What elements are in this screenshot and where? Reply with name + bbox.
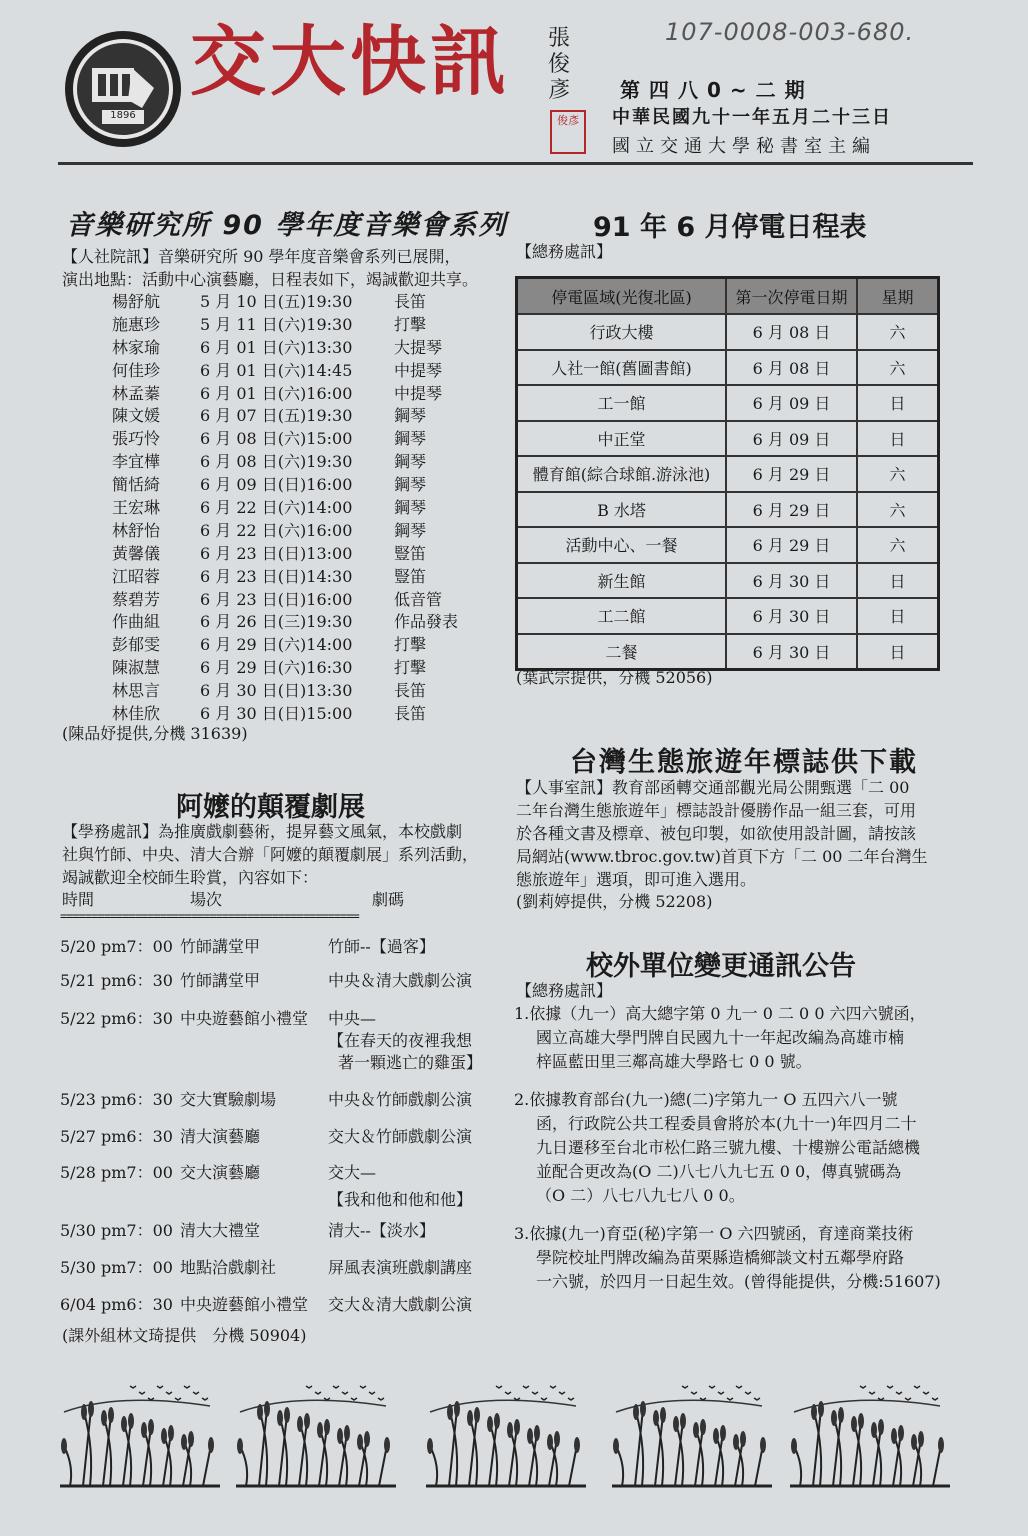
concert-row [112, 358, 492, 381]
outage-row [517, 456, 939, 492]
drama-play3: 著一顆逃亡的雞蛋】 [338, 1053, 483, 1072]
concert-time: 6 月 01 日(六)16:00 [200, 383, 353, 403]
drama-venue: 清大演藝廳 [180, 1127, 261, 1146]
concert-row [112, 632, 492, 655]
concert-row [112, 449, 492, 472]
drama-venue: 中央遊藝館小禮堂 [180, 1009, 309, 1028]
drama-time: 5/20 pm7：00 [60, 937, 173, 956]
outage-weekday: 六 [857, 456, 939, 492]
concert-time: 6 月 22 日(六)16:00 [200, 520, 353, 540]
outage-area: 行政大樓 [517, 314, 727, 350]
outage-area: 工一館 [517, 385, 727, 421]
concert-item: 打擊 [394, 635, 427, 655]
concert-row [112, 701, 492, 724]
concert-time: 5 月 11 日(六)19:30 [200, 314, 353, 334]
contact-line: （O 二）八七八九七八 0 0。 [536, 1186, 745, 1205]
reed-illustration [612, 1382, 772, 1490]
concert-name: 林佳欣 [112, 704, 161, 724]
issue-number: 第四八0~二期 [620, 78, 814, 102]
outage-area: 工二館 [517, 598, 727, 634]
concert-row [112, 655, 492, 678]
concert-time: 6 月 23 日(日)16:00 [200, 589, 353, 609]
outage-weekday: 六 [857, 527, 939, 563]
drama-play2: 【在春天的夜裡我想 [328, 1031, 473, 1050]
concert-item: 長笛 [394, 292, 427, 311]
contact-line: 一六號，於四月一日起生效。(曾得能提供，分機:51607) [536, 1272, 941, 1291]
drama-time: 5/23 pm6：30 [60, 1090, 173, 1109]
outage-header-date: 第一次停電日期 [726, 278, 857, 315]
outage-date: 6 月 29 日 [726, 527, 857, 563]
concert-item: 豎笛 [394, 543, 427, 563]
drama-line: 【學務處訊】為推廣戲劇藝術，提昇藝文風氣，本校戲劇 [62, 822, 463, 841]
concert-time: 6 月 23 日(日)13:00 [200, 543, 353, 563]
concert-item: 中提琴 [394, 383, 443, 403]
concert-name: 作曲組 [112, 612, 161, 632]
outage-date: 6 月 30 日 [726, 634, 857, 670]
concert-item: 中提琴 [394, 360, 443, 380]
outage-weekday: 六 [857, 492, 939, 528]
president-calligraphy: 張俊彥 [548, 26, 571, 103]
eco-title: 台灣生態旅遊年標誌供下載 [570, 747, 918, 778]
reed-illustration [60, 1382, 220, 1490]
drama-header-venue: 場次 [190, 890, 223, 909]
publisher: 國立交通大學秘書室主編 [612, 136, 876, 157]
concert-item: 鋼琴 [394, 520, 427, 540]
outage-date: 6 月 29 日 [726, 492, 857, 528]
concert-time: 6 月 29 日(六)16:30 [200, 658, 353, 678]
drama-time: 5/30 pm7：00 [60, 1221, 173, 1240]
red-seal: 俊彥 [550, 110, 586, 154]
outage-date: 6 月 09 日 [726, 421, 857, 457]
outage-row [517, 421, 939, 457]
concert-name: 王宏琳 [112, 498, 161, 518]
reed-illustration [236, 1382, 396, 1490]
concert-time: 6 月 30 日(日)15:00 [200, 704, 353, 724]
concert-time: 6 月 01 日(六)13:30 [200, 337, 353, 357]
outage-area: 體育館(綜合球館.游泳池) [517, 456, 727, 492]
concert-row [112, 587, 492, 610]
drama-intro [62, 820, 478, 889]
outage-row [517, 598, 939, 634]
concert-item: 大提琴 [394, 337, 443, 357]
concert-item: 鋼琴 [394, 429, 427, 449]
eco-credit: (劉莉婷提供，分機 52208) [516, 892, 713, 911]
contact-line: 並配合更改為(O 二)八七八九七五 0 0，傳真號碼為 [536, 1162, 902, 1181]
eco-line: 於各種文書及標章、被包印製，如欲使用設計圖，請按該 [516, 824, 917, 843]
concert-title: 音樂研究所 90 學年度音樂會系列 [66, 210, 508, 241]
concert-time: 6 月 07 日(五)19:30 [200, 406, 353, 426]
drama-play: 竹師--【過客】 [328, 937, 435, 956]
concert-row [112, 403, 492, 426]
concert-row [112, 335, 492, 358]
concert-time: 6 月 09 日(日)16:00 [200, 475, 353, 495]
outage-area: B 水塔 [517, 492, 727, 528]
drama-play: 中央＆竹師戲劇公演 [328, 1090, 473, 1109]
concert-name: 林舒怡 [112, 520, 161, 540]
logo-year: 1896 [110, 110, 136, 121]
outage-area: 人社一館(舊圖書館) [517, 350, 727, 386]
concert-row [112, 495, 492, 518]
outage-row [517, 634, 939, 670]
concert-item: 長笛 [394, 704, 427, 724]
concert-time: 6 月 08 日(六)19:30 [200, 452, 353, 472]
outage-source: 【總務處訊】 [516, 242, 613, 261]
concert-item: 鋼琴 [394, 498, 427, 518]
concert-intro-1: 【人社院訊】音樂研究所 90 學年度音樂會系列已展開， [62, 247, 461, 266]
concert-name: 黃馨儀 [112, 543, 161, 563]
concert-name: 張巧怜 [112, 429, 161, 449]
drama-venue: 中央遊藝館小禮堂 [180, 1295, 309, 1314]
drama-venue: 交大演藝廳 [180, 1163, 261, 1182]
contact-line: 2.依據教育部台(九一)總(二)字第九一 O 五四六八一號 [514, 1090, 898, 1109]
header-rule [58, 162, 973, 165]
concert-time: 6 月 30 日(日)13:30 [200, 681, 353, 701]
concert-row [112, 381, 492, 404]
drama-title: 阿嬤的顛覆劇展 [176, 792, 365, 823]
outage-date: 6 月 08 日 [726, 314, 857, 350]
outage-area: 中正堂 [517, 421, 727, 457]
masthead-title: 交大快訊 [190, 17, 510, 106]
drama-play: 交大＆清大戲劇公演 [328, 1295, 473, 1314]
concert-row [112, 289, 492, 312]
concert-item: 鋼琴 [394, 452, 427, 472]
concert-item: 低音管 [394, 589, 443, 609]
concert-row [112, 426, 492, 449]
outage-weekday: 日 [857, 563, 939, 599]
concert-time: 6 月 29 日(六)14:00 [200, 635, 353, 655]
concert-schedule [112, 289, 492, 724]
outage-weekday: 六 [857, 350, 939, 386]
concert-item: 打擊 [394, 658, 427, 678]
contact-line: 1.依據（九一）高大總字第 0 九一 0 二 0 0 六四六號函， [514, 1004, 926, 1023]
concert-row [112, 541, 492, 564]
outage-header-weekday: 星期 [857, 278, 939, 315]
contact-notice [514, 1088, 941, 1208]
eco-line: 態旅遊年」選項，即可進入選用。 [516, 870, 757, 889]
outage-area: 新生館 [517, 563, 727, 599]
concert-name: 林孟蓁 [112, 383, 161, 403]
outage-header-area: 停電區域(光復北區) [517, 278, 727, 315]
drama-venue: 地點洽戲劇社 [180, 1258, 277, 1277]
drama-divider: ================================================ [60, 909, 359, 923]
drama-time: 5/21 pm6：30 [60, 971, 173, 990]
concert-item: 鋼琴 [394, 475, 427, 495]
outage-date: 6 月 30 日 [726, 598, 857, 634]
outage-table [515, 276, 940, 671]
concert-time: 6 月 23 日(日)14:30 [200, 566, 353, 586]
drama-time: 6/04 pm6：30 [60, 1295, 173, 1314]
concert-name: 林家瑜 [112, 337, 161, 357]
drama-play2: 【我和他和他和他】 [328, 1190, 473, 1209]
concert-credit: (陳品妤提供,分機 31639) [62, 724, 248, 743]
concert-item: 鋼琴 [394, 406, 427, 426]
concert-name: 簡恬綺 [112, 475, 161, 495]
concert-row [112, 518, 492, 541]
contact-line: 函，行政院公共工程委員會將於本(九十一)年四月二十 [536, 1114, 917, 1133]
outage-weekday: 日 [857, 634, 939, 670]
outage-area: 活動中心、一餐 [517, 527, 727, 563]
drama-play: 交大＆竹師戲劇公演 [328, 1127, 473, 1146]
concert-time: 6 月 26 日(三)19:30 [200, 612, 353, 632]
concert-time: 6 月 08 日(六)15:00 [200, 429, 353, 449]
concert-row [112, 472, 492, 495]
drama-play: 中央— [328, 1009, 377, 1028]
contact-line: 九日遷移至台北市松仁路三號九樓、十樓辦公電話總機 [536, 1138, 921, 1157]
issue-date: 中華民國九十一年五月二十三日 [612, 107, 892, 128]
outage-row [517, 350, 939, 386]
concert-row [112, 609, 492, 632]
drama-venue: 清大大禮堂 [180, 1221, 261, 1240]
drama-line: 竭誠歡迎全校師生聆賞，內容如下： [62, 868, 319, 887]
outage-row [517, 527, 939, 563]
drama-header-play: 劇碼 [372, 890, 405, 909]
handwritten-note: 107-0008-003-680. [665, 18, 915, 46]
concert-name: 陳文媛 [112, 406, 161, 426]
contact-notices [514, 1002, 941, 1308]
concert-item: 打擊 [394, 314, 427, 334]
contact-notice [514, 1222, 941, 1294]
concert-row [112, 312, 492, 335]
outage-row [517, 563, 939, 599]
drama-time: 5/27 pm6：30 [60, 1127, 173, 1146]
concert-name: 彭郁雯 [112, 635, 161, 655]
drama-header-time: 時間 [62, 890, 95, 909]
eco-line: 局網站(www.tbroc.gov.tw)首頁下方「二 00 二年台灣生 [516, 847, 928, 866]
outage-weekday: 日 [857, 421, 939, 457]
drama-time: 5/30 pm7：00 [60, 1258, 173, 1277]
concert-name: 施惠珍 [112, 314, 161, 334]
drama-play: 清大--【淡水】 [328, 1221, 435, 1240]
outage-date: 6 月 08 日 [726, 350, 857, 386]
concert-intro-2: 演出地點：活動中心演藝廳，日程表如下，竭誠歡迎共享。 [62, 270, 479, 289]
drama-time: 5/22 pm6：30 [60, 1009, 173, 1028]
contact-line: 3.依據(九一)育亞(秘)字第一 O 六四號函，育達商業技術 [514, 1224, 914, 1243]
drama-play: 交大— [328, 1163, 377, 1182]
outage-weekday: 日 [857, 385, 939, 421]
drama-play: 中央＆清大戲劇公演 [328, 971, 473, 990]
eco-line: 【人事室訊】教育部函轉交通部觀光局公開甄選「二 00 [516, 778, 910, 797]
contact-line: 梓區藍田里三鄰高雄大學路七 0 0 號。 [536, 1052, 812, 1071]
outage-area: 二餐 [517, 634, 727, 670]
eco-body [516, 776, 928, 891]
contact-line: 國立高雄大學門牌自民國九十一年起改編為高雄市楠 [536, 1028, 905, 1047]
drama-venue: 竹師講堂甲 [180, 971, 261, 990]
contact-source: 【總務處訊】 [516, 981, 613, 1000]
drama-play: 屏風表演班戲劇講座 [328, 1258, 473, 1277]
drama-venue: 竹師講堂甲 [180, 937, 261, 956]
contact-line: 學院校址門牌改編為苗栗縣造橋鄉談文村五鄰學府路 [536, 1248, 905, 1267]
outage-row [517, 492, 939, 528]
concert-name: 林思言 [112, 681, 161, 701]
eco-line: 二年台灣生態旅遊年」標誌設計優勝作品一組三套，可用 [516, 801, 917, 820]
concert-time: 5 月 10 日(五)19:30 [200, 292, 353, 311]
outage-weekday: 六 [857, 314, 939, 350]
university-logo [62, 28, 184, 150]
concert-time: 6 月 22 日(六)14:00 [200, 498, 353, 518]
outage-date: 6 月 30 日 [726, 563, 857, 599]
contact-notice [514, 1002, 941, 1074]
drama-time: 5/28 pm7：00 [60, 1163, 173, 1182]
concert-row [112, 678, 492, 701]
concert-name: 江昭蓉 [112, 566, 161, 586]
concert-time: 6 月 01 日(六)14:45 [200, 360, 353, 380]
outage-row [517, 385, 939, 421]
outage-row [517, 314, 939, 350]
outage-date: 6 月 29 日 [726, 456, 857, 492]
outage-credit: (葉武宗提供，分機 52056) [516, 668, 713, 687]
outage-date: 6 月 09 日 [726, 385, 857, 421]
outage-title: 91 年 6 月停電日程表 [593, 212, 867, 243]
concert-name: 蔡碧芳 [112, 589, 161, 609]
drama-credit: (課外組林文琦提供 分機 50904) [62, 1326, 307, 1345]
reed-illustration [426, 1382, 586, 1490]
outage-weekday: 日 [857, 598, 939, 634]
concert-name: 何佳珍 [112, 360, 161, 380]
drama-venue: 交大實驗劇場 [180, 1090, 277, 1109]
concert-item: 作品發表 [394, 612, 459, 632]
contact-title: 校外單位變更通訊公告 [586, 951, 856, 982]
reed-illustration [790, 1382, 950, 1490]
concert-name: 陳淑慧 [112, 658, 161, 678]
concert-item: 長笛 [394, 681, 427, 701]
concert-row [112, 564, 492, 587]
concert-item: 豎笛 [394, 566, 427, 586]
concert-name: 李宜樺 [112, 452, 161, 472]
drama-line: 社與竹師、中央、清大合辦「阿嬤的顛覆劇展」系列活動， [62, 845, 479, 864]
concert-name: 楊舒航 [112, 292, 161, 311]
